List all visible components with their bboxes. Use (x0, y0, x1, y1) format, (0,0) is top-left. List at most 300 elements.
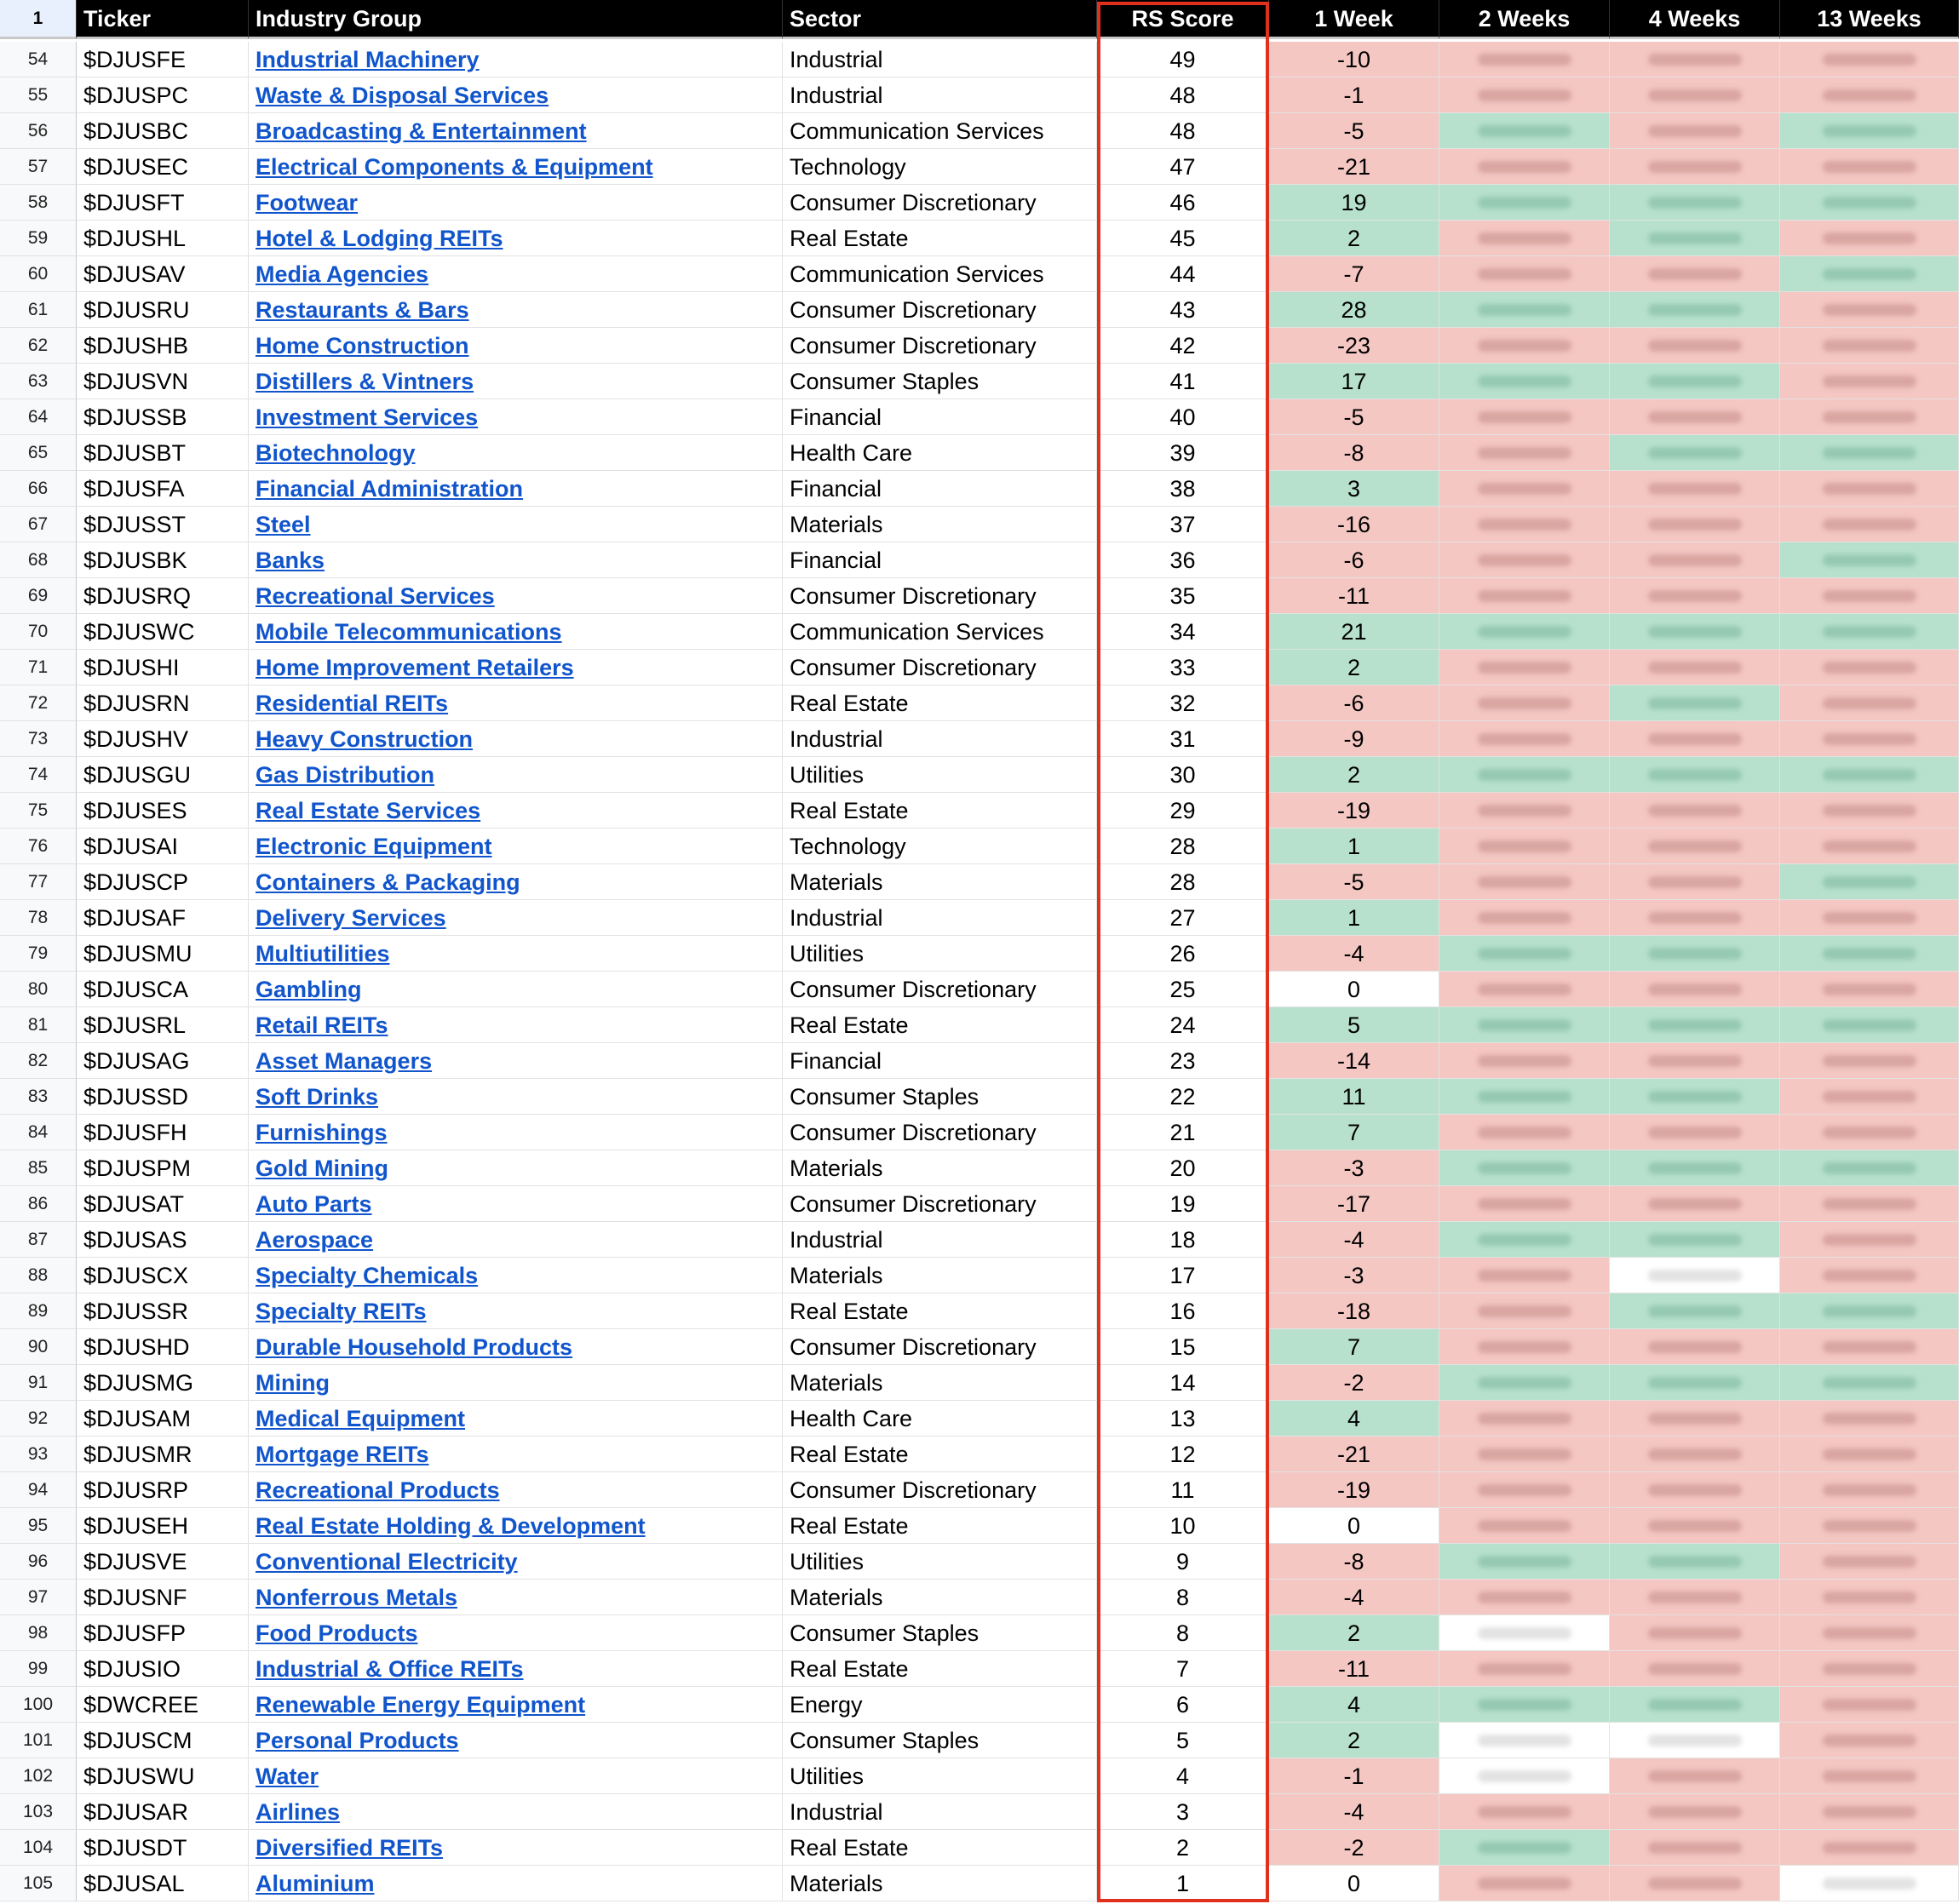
industry-group-link[interactable]: Aluminium (256, 1871, 375, 1896)
week1-change-cell[interactable]: -6 (1269, 542, 1439, 578)
week2-change-cell[interactable] (1439, 1830, 1610, 1866)
industry-group-cell[interactable] (249, 900, 783, 936)
week2-change-cell[interactable] (1439, 1651, 1610, 1687)
rs-score-cell[interactable]: 28 (1097, 829, 1269, 864)
industry-group-cell[interactable] (249, 542, 783, 578)
ticker-cell[interactable]: $DJUSVE (77, 1544, 249, 1580)
week2-change-cell[interactable] (1439, 364, 1610, 399)
row-number[interactable]: 92 (0, 1401, 77, 1437)
week4-change-cell[interactable] (1610, 1186, 1780, 1222)
week13-change-cell[interactable] (1780, 1544, 1959, 1580)
week2-change-cell[interactable] (1439, 221, 1610, 256)
rs-score-cell[interactable]: 39 (1097, 435, 1269, 471)
week4-change-cell[interactable] (1610, 149, 1780, 185)
week13-change-cell[interactable] (1780, 256, 1959, 292)
week1-change-cell[interactable]: 4 (1269, 1687, 1439, 1723)
week4-change-cell[interactable] (1610, 1651, 1780, 1687)
rs-score-cell[interactable]: 48 (1097, 113, 1269, 149)
week13-change-cell[interactable] (1780, 328, 1959, 364)
week4-change-cell[interactable] (1610, 42, 1780, 77)
week2-change-cell[interactable] (1439, 185, 1610, 221)
ticker-cell[interactable]: $DJUSSB (77, 399, 249, 435)
sector-cell[interactable]: Consumer Discretionary (783, 292, 1097, 328)
sector-cell[interactable]: Industrial (783, 721, 1097, 757)
row-number[interactable]: 102 (0, 1758, 77, 1794)
sector-cell[interactable]: Real Estate (783, 221, 1097, 256)
week13-change-cell[interactable] (1780, 1794, 1959, 1830)
week2-change-cell[interactable] (1439, 471, 1610, 507)
industry-group-link[interactable]: Home Improvement Retailers (256, 655, 574, 680)
ticker-cell[interactable]: $DJUSEC (77, 149, 249, 185)
sector-cell[interactable]: Real Estate (783, 1293, 1097, 1329)
week1-change-cell[interactable]: 2 (1269, 757, 1439, 793)
rs-score-cell[interactable]: 17 (1097, 1258, 1269, 1293)
week13-change-cell[interactable] (1780, 829, 1959, 864)
rs-score-cell[interactable]: 15 (1097, 1329, 1269, 1365)
ticker-cell[interactable]: $DJUSGU (77, 757, 249, 793)
industry-group-cell[interactable] (249, 292, 783, 328)
week13-change-cell[interactable] (1780, 113, 1959, 149)
ticker-cell[interactable]: $DJUSRN (77, 685, 249, 721)
rs-score-cell[interactable]: 48 (1097, 77, 1269, 113)
row-number[interactable]: 84 (0, 1115, 77, 1150)
week4-change-cell[interactable] (1610, 1544, 1780, 1580)
industry-group-cell[interactable] (249, 685, 783, 721)
ticker-cell[interactable]: $DJUSHV (77, 721, 249, 757)
rs-score-cell[interactable]: 6 (1097, 1687, 1269, 1723)
industry-group-cell[interactable] (249, 721, 783, 757)
week1-change-cell[interactable]: -10 (1269, 42, 1439, 77)
ticker-cell[interactable]: $DJUSFE (77, 42, 249, 77)
week4-change-cell[interactable] (1610, 328, 1780, 364)
week1-change-cell[interactable]: 2 (1269, 1615, 1439, 1651)
industry-group-link[interactable]: Steel (256, 512, 311, 537)
week13-change-cell[interactable] (1780, 1615, 1959, 1651)
week4-change-cell[interactable] (1610, 1794, 1780, 1830)
industry-group-column-header[interactable]: Industry Group (249, 0, 783, 39)
industry-group-cell[interactable] (249, 364, 783, 399)
week4-change-cell[interactable] (1610, 1258, 1780, 1293)
week4-change-cell[interactable] (1610, 1580, 1780, 1615)
rs-score-cell[interactable]: 41 (1097, 364, 1269, 399)
ticker-cell[interactable]: $DJUSCM (77, 1723, 249, 1758)
industry-group-link[interactable]: Gambling (256, 977, 362, 1002)
week2-change-cell[interactable] (1439, 1723, 1610, 1758)
ticker-cell[interactable]: $DJUSRU (77, 292, 249, 328)
week4-change-cell[interactable] (1610, 972, 1780, 1007)
industry-group-cell[interactable] (249, 1615, 783, 1651)
week13-change-cell[interactable] (1780, 1687, 1959, 1723)
week13-change-cell[interactable] (1780, 221, 1959, 256)
week2-change-cell[interactable] (1439, 864, 1610, 900)
week13-change-cell[interactable] (1780, 614, 1959, 650)
week4-change-cell[interactable] (1610, 1079, 1780, 1115)
week1-change-cell[interactable]: -8 (1269, 1544, 1439, 1580)
row-number[interactable]: 85 (0, 1150, 77, 1186)
row-number[interactable]: 61 (0, 292, 77, 328)
industry-group-cell[interactable] (249, 1329, 783, 1365)
industry-group-link[interactable]: Conventional Electricity (256, 1549, 518, 1574)
industry-group-link[interactable]: Furnishings (256, 1120, 388, 1145)
sector-cell[interactable]: Real Estate (783, 685, 1097, 721)
row-number[interactable]: 95 (0, 1508, 77, 1544)
ticker-cell[interactable]: $DJUSFT (77, 185, 249, 221)
industry-group-link[interactable]: Financial Administration (256, 476, 524, 502)
week13-change-cell[interactable] (1780, 1293, 1959, 1329)
ticker-cell[interactable]: $DJUSWC (77, 614, 249, 650)
rs-score-cell[interactable]: 24 (1097, 1007, 1269, 1043)
rs-score-cell[interactable]: 11 (1097, 1472, 1269, 1508)
row-number[interactable]: 79 (0, 936, 77, 972)
rs-score-cell[interactable]: 46 (1097, 185, 1269, 221)
row-number[interactable]: 97 (0, 1580, 77, 1615)
week1-change-cell[interactable]: -9 (1269, 721, 1439, 757)
week13-change-cell[interactable] (1780, 42, 1959, 77)
industry-group-link[interactable]: Auto Parts (256, 1191, 372, 1217)
row-number[interactable]: 69 (0, 578, 77, 614)
row-number[interactable]: 76 (0, 829, 77, 864)
week4-change-cell[interactable] (1610, 1472, 1780, 1508)
industry-group-cell[interactable] (249, 1150, 783, 1186)
week1-change-cell[interactable]: -14 (1269, 1043, 1439, 1079)
sector-cell[interactable]: Consumer Staples (783, 1615, 1097, 1651)
industry-group-link[interactable]: Renewable Energy Equipment (256, 1692, 586, 1718)
row-number[interactable]: 91 (0, 1365, 77, 1401)
rs-score-cell[interactable]: 7 (1097, 1651, 1269, 1687)
industry-group-cell[interactable] (249, 149, 783, 185)
industry-group-cell[interactable] (249, 1258, 783, 1293)
ticker-cell[interactable]: $DJUSRL (77, 1007, 249, 1043)
sector-cell[interactable]: Consumer Discretionary (783, 1329, 1097, 1365)
rs-score-cell[interactable]: 5 (1097, 1723, 1269, 1758)
rs-score-cell[interactable]: 4 (1097, 1758, 1269, 1794)
week2-change-cell[interactable] (1439, 1508, 1610, 1544)
row-number[interactable]: 55 (0, 77, 77, 113)
industry-group-link[interactable]: Waste & Disposal Services (256, 83, 549, 108)
week13-change-cell[interactable] (1780, 1329, 1959, 1365)
ticker-cell[interactable]: $DJUSAF (77, 900, 249, 936)
week1-change-cell[interactable]: -7 (1269, 256, 1439, 292)
sector-cell[interactable]: Utilities (783, 1758, 1097, 1794)
week13-change-cell[interactable] (1780, 435, 1959, 471)
week4-change-cell[interactable] (1610, 1222, 1780, 1258)
week2-column-header[interactable]: 2 Weeks (1439, 0, 1610, 39)
industry-group-cell[interactable] (249, 864, 783, 900)
rs-score-cell[interactable]: 38 (1097, 471, 1269, 507)
week13-change-cell[interactable] (1780, 757, 1959, 793)
week13-change-cell[interactable] (1780, 1079, 1959, 1115)
week4-change-cell[interactable] (1610, 1329, 1780, 1365)
row-number[interactable]: 57 (0, 149, 77, 185)
industry-group-cell[interactable] (249, 185, 783, 221)
week2-change-cell[interactable] (1439, 149, 1610, 185)
industry-group-link[interactable]: Industrial & Office REITs (256, 1656, 524, 1682)
week2-change-cell[interactable] (1439, 292, 1610, 328)
week1-column-header[interactable]: 1 Week (1269, 0, 1439, 39)
industry-group-cell[interactable] (249, 1794, 783, 1830)
industry-group-cell[interactable] (249, 1580, 783, 1615)
industry-group-cell[interactable] (249, 1723, 783, 1758)
week1-change-cell[interactable]: 0 (1269, 972, 1439, 1007)
week4-change-cell[interactable] (1610, 1687, 1780, 1723)
industry-group-cell[interactable] (249, 1186, 783, 1222)
rs-score-cell[interactable]: 12 (1097, 1437, 1269, 1472)
row-number[interactable]: 58 (0, 185, 77, 221)
week13-change-cell[interactable] (1780, 1651, 1959, 1687)
industry-group-cell[interactable] (249, 471, 783, 507)
industry-group-cell[interactable] (249, 1472, 783, 1508)
week4-change-cell[interactable] (1610, 685, 1780, 721)
rs-score-cell[interactable]: 44 (1097, 256, 1269, 292)
row-number[interactable]: 56 (0, 113, 77, 149)
week1-change-cell[interactable]: -2 (1269, 1365, 1439, 1401)
ticker-cell[interactable]: $DJUSAT (77, 1186, 249, 1222)
row-number[interactable]: 104 (0, 1830, 77, 1866)
week4-change-cell[interactable] (1610, 256, 1780, 292)
week4-change-cell[interactable] (1610, 435, 1780, 471)
sector-cell[interactable]: Consumer Discretionary (783, 328, 1097, 364)
week4-change-cell[interactable] (1610, 1007, 1780, 1043)
ticker-cell[interactable]: $DJUSEH (77, 1508, 249, 1544)
industry-group-link[interactable]: Real Estate Holding & Development (256, 1513, 646, 1539)
industry-group-cell[interactable] (249, 1508, 783, 1544)
ticker-cell[interactable]: $DJUSWU (77, 1758, 249, 1794)
week1-change-cell[interactable]: -18 (1269, 1293, 1439, 1329)
ticker-cell[interactable]: $DJUSFP (77, 1615, 249, 1651)
ticker-cell[interactable]: $DJUSFA (77, 471, 249, 507)
row-number[interactable]: 63 (0, 364, 77, 399)
industry-group-cell[interactable] (249, 614, 783, 650)
week2-change-cell[interactable] (1439, 1115, 1610, 1150)
ticker-cell[interactable]: $DJUSCX (77, 1258, 249, 1293)
week13-change-cell[interactable] (1780, 1365, 1959, 1401)
week1-change-cell[interactable]: -2 (1269, 1830, 1439, 1866)
sector-cell[interactable]: Technology (783, 829, 1097, 864)
week2-change-cell[interactable] (1439, 1866, 1610, 1901)
sector-cell[interactable]: Materials (783, 1365, 1097, 1401)
sector-cell[interactable]: Consumer Discretionary (783, 650, 1097, 685)
ticker-cell[interactable]: $DJUSIO (77, 1651, 249, 1687)
week4-change-cell[interactable] (1610, 1508, 1780, 1544)
sector-cell[interactable]: Materials (783, 1258, 1097, 1293)
week1-change-cell[interactable]: -6 (1269, 685, 1439, 721)
week13-change-cell[interactable] (1780, 77, 1959, 113)
row-number[interactable]: 54 (0, 42, 77, 77)
week4-change-cell[interactable] (1610, 364, 1780, 399)
week1-change-cell[interactable]: -19 (1269, 793, 1439, 829)
industry-group-cell[interactable] (249, 507, 783, 542)
week4-change-cell[interactable] (1610, 578, 1780, 614)
week2-change-cell[interactable] (1439, 1258, 1610, 1293)
week13-change-cell[interactable] (1780, 650, 1959, 685)
row-number[interactable]: 90 (0, 1329, 77, 1365)
row-number[interactable]: 94 (0, 1472, 77, 1508)
rs-score-cell[interactable]: 23 (1097, 1043, 1269, 1079)
industry-group-link[interactable]: Specialty REITs (256, 1299, 427, 1324)
week13-change-cell[interactable] (1780, 1007, 1959, 1043)
industry-group-link[interactable]: Footwear (256, 190, 359, 215)
industry-group-cell[interactable] (249, 221, 783, 256)
industry-group-link[interactable]: Media Agencies (256, 261, 429, 287)
week4-change-cell[interactable] (1610, 793, 1780, 829)
sector-cell[interactable]: Consumer Staples (783, 364, 1097, 399)
rs-score-cell[interactable]: 18 (1097, 1222, 1269, 1258)
ticker-cell[interactable]: $DJUSSR (77, 1293, 249, 1329)
ticker-cell[interactable]: $DJUSAS (77, 1222, 249, 1258)
row-number[interactable]: 99 (0, 1651, 77, 1687)
week1-change-cell[interactable]: -3 (1269, 1258, 1439, 1293)
week2-change-cell[interactable] (1439, 829, 1610, 864)
week4-change-cell[interactable] (1610, 113, 1780, 149)
sector-cell[interactable]: Communication Services (783, 614, 1097, 650)
industry-group-link[interactable]: Biotechnology (256, 440, 416, 466)
industry-group-cell[interactable] (249, 328, 783, 364)
week4-change-cell[interactable] (1610, 77, 1780, 113)
week2-change-cell[interactable] (1439, 435, 1610, 471)
sector-cell[interactable]: Industrial (783, 1222, 1097, 1258)
ticker-cell[interactable]: $DJUSSD (77, 1079, 249, 1115)
week4-change-cell[interactable] (1610, 1150, 1780, 1186)
week4-change-cell[interactable] (1610, 542, 1780, 578)
industry-group-cell[interactable] (249, 1544, 783, 1580)
sector-cell[interactable]: Utilities (783, 936, 1097, 972)
week13-change-cell[interactable] (1780, 542, 1959, 578)
industry-group-link[interactable]: Investment Services (256, 404, 479, 430)
week2-change-cell[interactable] (1439, 1401, 1610, 1437)
industry-group-cell[interactable] (249, 650, 783, 685)
week1-change-cell[interactable]: -5 (1269, 864, 1439, 900)
week1-change-cell[interactable]: -5 (1269, 113, 1439, 149)
rs-score-cell[interactable]: 1 (1097, 1866, 1269, 1901)
week13-change-cell[interactable] (1780, 292, 1959, 328)
week4-change-cell[interactable] (1610, 1043, 1780, 1079)
row-number[interactable]: 75 (0, 793, 77, 829)
sector-cell[interactable]: Real Estate (783, 1437, 1097, 1472)
industry-group-link[interactable]: Electrical Components & Equipment (256, 154, 653, 180)
row-number[interactable]: 86 (0, 1186, 77, 1222)
industry-group-link[interactable]: Diversified REITs (256, 1835, 444, 1861)
ticker-cell[interactable]: $DJUSCP (77, 864, 249, 900)
sector-cell[interactable]: Consumer Staples (783, 1723, 1097, 1758)
row-number[interactable]: 80 (0, 972, 77, 1007)
rs-score-cell[interactable]: 13 (1097, 1401, 1269, 1437)
rs-score-cell[interactable]: 9 (1097, 1544, 1269, 1580)
industry-group-link[interactable]: Broadcasting & Entertainment (256, 118, 587, 144)
industry-group-link[interactable]: Hotel & Lodging REITs (256, 226, 503, 251)
ticker-cell[interactable]: $DJUSBK (77, 542, 249, 578)
week2-change-cell[interactable] (1439, 1580, 1610, 1615)
row-number[interactable]: 83 (0, 1079, 77, 1115)
rs-score-column-header[interactable]: RS Score (1097, 0, 1269, 39)
industry-group-cell[interactable] (249, 1007, 783, 1043)
row-number[interactable]: 74 (0, 757, 77, 793)
week1-change-cell[interactable]: -16 (1269, 507, 1439, 542)
row-number[interactable]: 72 (0, 685, 77, 721)
week4-change-cell[interactable] (1610, 650, 1780, 685)
rs-score-cell[interactable]: 8 (1097, 1615, 1269, 1651)
sector-cell[interactable]: Consumer Discretionary (783, 1186, 1097, 1222)
week2-change-cell[interactable] (1439, 328, 1610, 364)
sector-cell[interactable]: Materials (783, 864, 1097, 900)
rs-score-cell[interactable]: 37 (1097, 507, 1269, 542)
sector-cell[interactable]: Industrial (783, 42, 1097, 77)
sector-cell[interactable]: Industrial (783, 900, 1097, 936)
week1-change-cell[interactable]: -19 (1269, 1472, 1439, 1508)
industry-group-cell[interactable] (249, 1866, 783, 1901)
rs-score-cell[interactable]: 27 (1097, 900, 1269, 936)
industry-group-link[interactable]: Aerospace (256, 1227, 374, 1253)
rs-score-cell[interactable]: 22 (1097, 1079, 1269, 1115)
industry-group-link[interactable]: Heavy Construction (256, 726, 474, 752)
industry-group-link[interactable]: Gold Mining (256, 1156, 388, 1181)
week4-change-cell[interactable] (1610, 471, 1780, 507)
week4-change-cell[interactable] (1610, 221, 1780, 256)
week2-change-cell[interactable] (1439, 650, 1610, 685)
industry-group-link[interactable]: Real Estate Services (256, 798, 481, 823)
week13-change-cell[interactable] (1780, 864, 1959, 900)
week1-change-cell[interactable]: 5 (1269, 1007, 1439, 1043)
industry-group-cell[interactable] (249, 972, 783, 1007)
week4-change-cell[interactable] (1610, 1365, 1780, 1401)
sector-cell[interactable]: Consumer Staples (783, 1079, 1097, 1115)
week13-change-cell[interactable] (1780, 578, 1959, 614)
week1-change-cell[interactable]: 2 (1269, 650, 1439, 685)
week13-change-cell[interactable] (1780, 1186, 1959, 1222)
week4-change-cell[interactable] (1610, 1723, 1780, 1758)
sector-cell[interactable]: Financial (783, 471, 1097, 507)
ticker-cell[interactable]: $DJUSAM (77, 1401, 249, 1437)
week1-change-cell[interactable]: -3 (1269, 1150, 1439, 1186)
week2-change-cell[interactable] (1439, 77, 1610, 113)
week1-change-cell[interactable]: 2 (1269, 1723, 1439, 1758)
rs-score-cell[interactable]: 2 (1097, 1830, 1269, 1866)
week2-change-cell[interactable] (1439, 1293, 1610, 1329)
sector-cell[interactable]: Consumer Discretionary (783, 185, 1097, 221)
week13-change-cell[interactable] (1780, 936, 1959, 972)
industry-group-link[interactable]: Mobile Telecommunications (256, 619, 562, 645)
ticker-cell[interactable]: $DJUSDT (77, 1830, 249, 1866)
row-number[interactable]: 82 (0, 1043, 77, 1079)
week2-change-cell[interactable] (1439, 42, 1610, 77)
industry-group-link[interactable]: Asset Managers (256, 1048, 433, 1074)
week4-column-header[interactable]: 4 Weeks (1610, 0, 1780, 39)
sector-cell[interactable]: Health Care (783, 435, 1097, 471)
row-number[interactable]: 105 (0, 1866, 77, 1901)
week13-change-cell[interactable] (1780, 1830, 1959, 1866)
week1-change-cell[interactable]: 7 (1269, 1115, 1439, 1150)
industry-group-cell[interactable] (249, 1293, 783, 1329)
sector-cell[interactable]: Real Estate (783, 793, 1097, 829)
sector-cell[interactable]: Utilities (783, 757, 1097, 793)
ticker-cell[interactable]: $DJUSCA (77, 972, 249, 1007)
week2-change-cell[interactable] (1439, 1222, 1610, 1258)
week1-change-cell[interactable]: 2 (1269, 221, 1439, 256)
week4-change-cell[interactable] (1610, 185, 1780, 221)
week1-change-cell[interactable]: -1 (1269, 1758, 1439, 1794)
ticker-column-header[interactable]: Ticker (77, 0, 249, 39)
week4-change-cell[interactable] (1610, 1401, 1780, 1437)
row-number[interactable]: 93 (0, 1437, 77, 1472)
rs-score-cell[interactable]: 16 (1097, 1293, 1269, 1329)
ticker-cell[interactable]: $DJUSES (77, 793, 249, 829)
sector-cell[interactable]: Technology (783, 149, 1097, 185)
industry-group-link[interactable]: Industrial Machinery (256, 47, 480, 72)
row-number[interactable]: 66 (0, 471, 77, 507)
week2-change-cell[interactable] (1439, 721, 1610, 757)
rs-score-cell[interactable]: 31 (1097, 721, 1269, 757)
industry-group-cell[interactable] (249, 435, 783, 471)
rs-score-cell[interactable]: 8 (1097, 1580, 1269, 1615)
